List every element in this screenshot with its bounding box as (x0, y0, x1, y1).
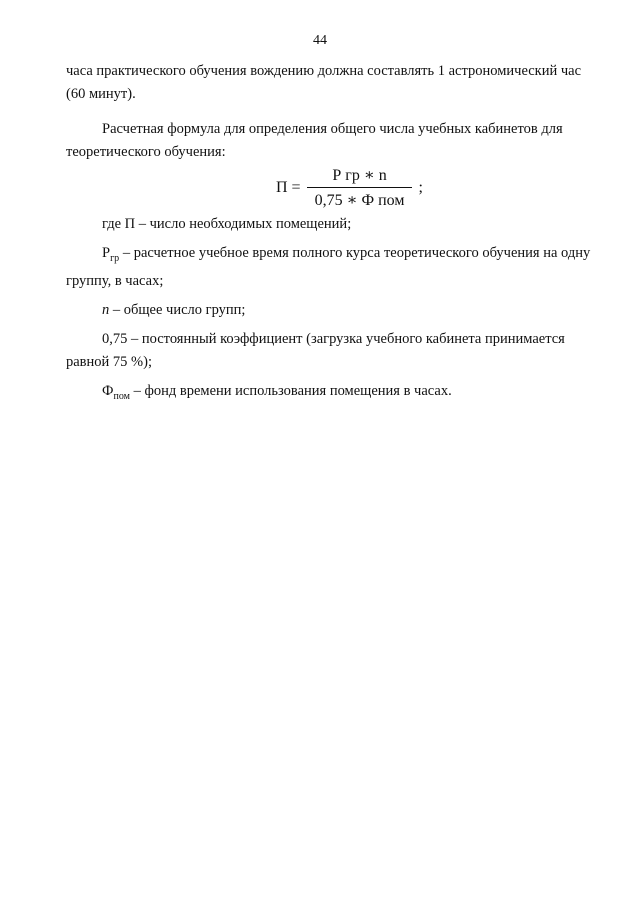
definition-line: равной 75 %); (66, 353, 152, 370)
definitions (66, 213, 614, 408)
definition-symbol: Ф (102, 382, 114, 399)
paragraph-line: часа практического обучения вождению должна составлять 1 астрономический час (66, 63, 582, 79)
definition-text: – фонд времени использования помещения в часах. (129, 382, 452, 399)
paragraph-line: (60 минут). (66, 86, 136, 102)
definition-subscript: гр (110, 252, 120, 264)
definition-line: где П – число необходимых помещений; (102, 216, 352, 232)
definition-line (66, 380, 614, 408)
definition-line: группу, в часах; (66, 272, 164, 289)
definition-line (66, 299, 614, 322)
definition-text: – общее число групп; (109, 301, 246, 318)
definition-symbol: n (102, 301, 110, 318)
paragraph-line: Расчетная формула для определения общего числа учебных кабинетов для (102, 121, 563, 137)
formula-numerator: Р гр ∗ n (332, 167, 387, 184)
formula-fraction (307, 165, 413, 210)
definition-symbol: Р (102, 245, 111, 261)
formula-tail: ; (418, 178, 423, 196)
definition-line: 0,75 – постоянный коэффициент (загрузка учебного кабинета принимается (102, 330, 565, 347)
paragraph-1 (66, 60, 614, 106)
formula-lhs: П = (276, 178, 301, 196)
room-count-formula (276, 165, 423, 210)
paragraph-2 (66, 118, 614, 164)
definition-text: – расчетное учебное время полного курса теоретического обучения на одну (119, 245, 591, 261)
definition-line (66, 242, 614, 270)
paragraph-line: теоретического обучения: (66, 144, 226, 160)
definition-subscript: пом (113, 390, 130, 402)
formula-denominator: 0,75 ∗ Ф пом (307, 187, 413, 210)
page-number: 44 (313, 33, 327, 48)
